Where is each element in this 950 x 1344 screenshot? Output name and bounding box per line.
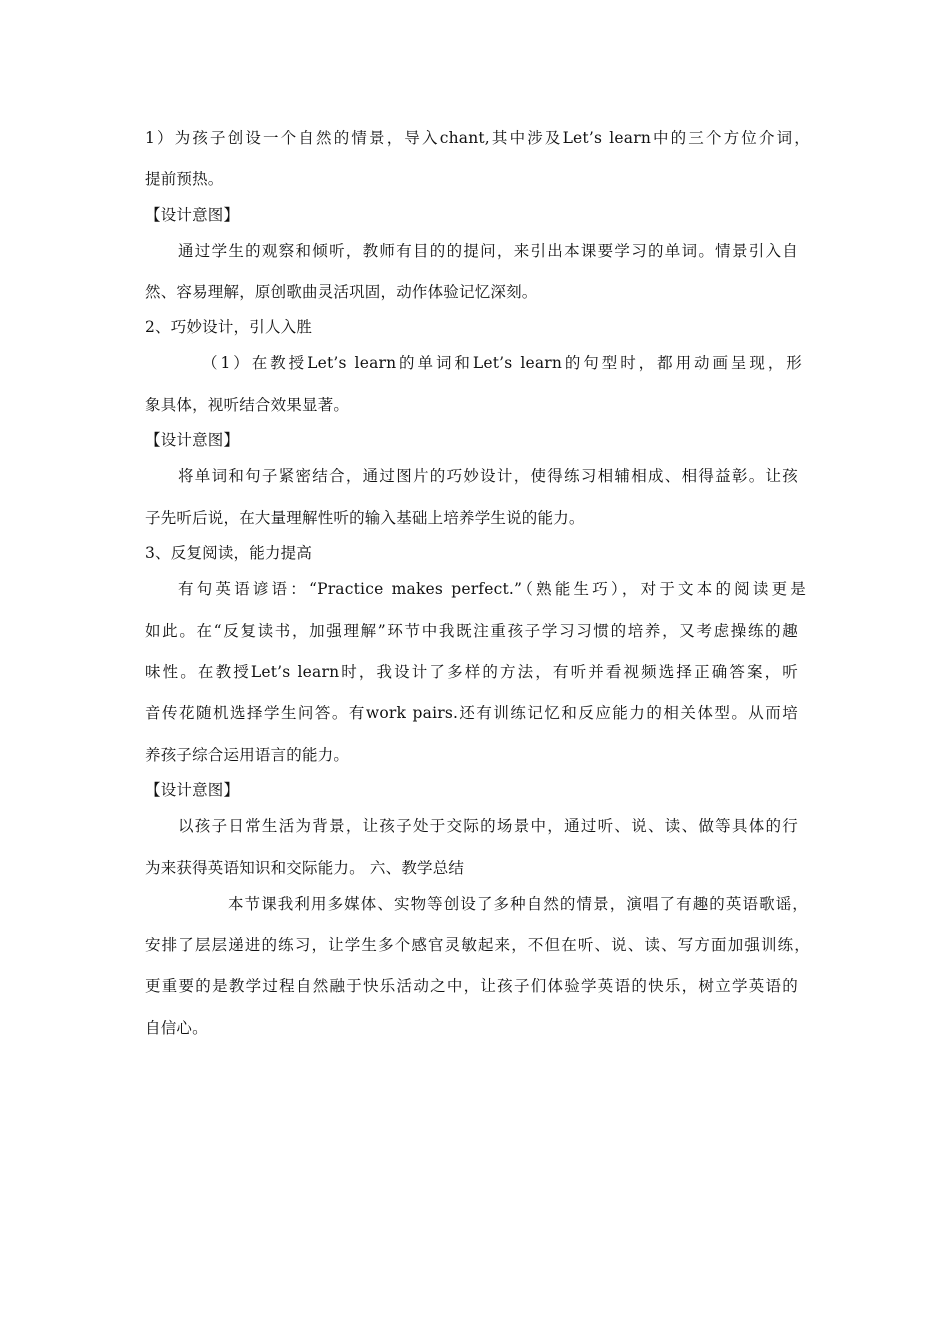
text-line: 自信心。 (145, 1019, 208, 1037)
text-line: （1）在教授Let’s learn的单词和Let’s learn的句型时，都用动画呈现，形 (202, 354, 802, 372)
section-heading: 【设计意图】 (145, 206, 240, 224)
text-line: 音传花随机选择学生问答。有work pairs.还有训练记忆和反应能力的相关体型。从而培 (145, 704, 798, 722)
text-line: 安排了层层递进的练习，让学生多个感官灵敏起来，不但在听、说、读、写方面加强训练， (145, 936, 810, 954)
text-line: 提前预热。 (145, 170, 224, 188)
section-heading: 【设计意图】 (145, 431, 240, 449)
text-line: 更重要的是教学过程自然融于快乐活动之中，让孩子们体验学英语的快乐，树立学英语的 (145, 977, 798, 995)
section-heading: 2、巧妙设计，引人入胜 (145, 318, 313, 336)
text-line: 为来获得英语知识和交际能力。 六、教学总结 (145, 859, 465, 877)
text-line: 有句英语谚语：“Practice makes perfect.”（熟能生巧），对于文本的阅读更是 (178, 580, 806, 598)
text-line: 养孩子综合运用语言的能力。 (145, 746, 350, 764)
text-line: 本节课我利用多媒体、实物等创设了多种自然的情景，演唱了有趣的英语歌谣， (228, 895, 808, 913)
text-line: 通过学生的观察和倾听，教师有目的的提问，来引出本课要学习的单词。情景引入自 (178, 242, 798, 260)
text-line: 子先听后说，在大量理解性听的输入基础上培养学生说的能力。 (145, 509, 585, 527)
text-line: 以孩子日常生活为背景，让孩子处于交际的场景中，通过听、说、读、做等具体的行 (178, 817, 798, 835)
text-line: 将单词和句子紧密结合，通过图片的巧妙设计，使得练习相辅相成、相得益彰。让孩 (178, 467, 798, 485)
text-line: 象具体，视听结合效果显著。 (145, 396, 350, 414)
text-line: 1）为孩子创设一个自然的情景，导入chant,其中涉及Let’s learn中的三个方位介词， (145, 129, 810, 147)
text-line: 然、容易理解，原创歌曲灵活巩固，动作体验记忆深刻。 (145, 283, 538, 301)
text-line: 味性。在教授Let’s learn时，我设计了多样的方法，有听并看视频选择正确答案，听 (145, 663, 798, 681)
section-heading: 【设计意图】 (145, 781, 240, 799)
section-heading: 3、反复阅读，能力提高 (145, 544, 313, 562)
text-line: 如此。在“反复读书，加强理解”环节中我既注重孩子学习习惯的培养，又考虑操练的趣 (145, 622, 798, 640)
